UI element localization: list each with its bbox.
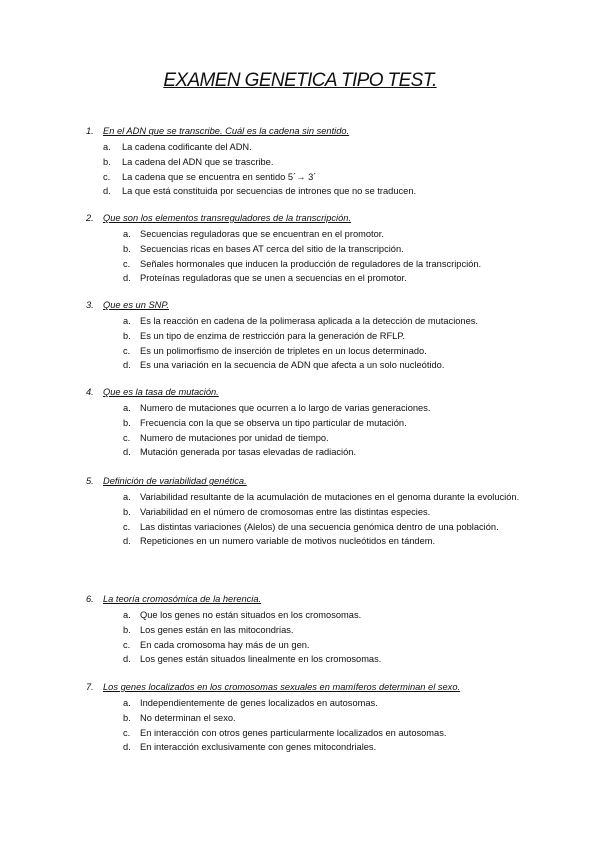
question-1-text: En el ADN que se transcribe. Cuál es la cadena sin sentido. [103,126,350,136]
question-4-options [123,401,526,460]
question-5-options [123,490,526,549]
question-4-heading [86,386,526,400]
question-1-option-a: a. La cadena codificante del ADN. [103,142,252,152]
question-4-text: Que es la tasa de mutación. [103,387,219,397]
question-3-option-d: d. Es una variación en la secuencia de ADN que afecta a un solo nucleótido. [123,360,445,371]
question-5-option-b: b. Variabilidad en el número de cromosomas entre las distintas especies. [123,506,431,517]
question-4-option-d: d. Mutación generada por tasas elevadas de radiación. [123,447,357,458]
question-2-text: Que son los elementos transreguladores de la transcripción. [103,213,352,223]
question-5-option-a: a. Variabilidad resultante de la acumulación de mutaciones en el genoma durante la evolución. [123,492,520,502]
question-5 [86,475,526,549]
question-6-option-b: b. Los genes están en las mitocondrias. [123,624,294,635]
question-2-option-c: c. Señales hormonales que inducen la producción de reguladores de la transcripción. [123,258,482,269]
question-3-options [123,314,526,373]
question-2 [86,212,526,286]
question-6-option-d: d. Los genes están situados linealmente en los cromosomas. [123,654,382,665]
question-1-heading [86,125,526,139]
question-7-option-b: b. No determinan el sexo. [123,712,236,723]
exam-title: EXAMEN GENETICA TIPO TEST. [163,70,437,91]
question-4 [86,386,526,460]
question-1-options [103,140,526,199]
question-7-heading [86,681,526,695]
question-7-number: 7. [86,682,94,692]
question-3-heading [86,299,526,313]
question-7-option-c: c. En interacción con otros genes particularmente localizados en autosomas. [123,727,447,738]
question-2-options [123,227,526,286]
question-3-option-b: b. Es un tipo de enzima de restricción para la generación de RFLP. [123,330,405,341]
question-3-text: Que es un SNP. [103,300,169,310]
question-7-option-d: d. En interacción exclusivamente con genes mitocondriales. [123,742,377,753]
question-6-number: 6. [86,594,94,604]
question-1-number: 1. [86,126,94,136]
question-6-heading [86,593,526,607]
question-2-option-a: a. Secuencias reguladoras que se encuentran en el promotor. [123,229,384,239]
question-1-option-d: d. La que está constituida por secuencias de intrones que no se traducen. [103,186,417,197]
question-4-option-a: a. Numero de mutaciones que ocurren a lo largo de varias generaciones. [123,403,431,413]
question-7-text: Los genes localizados en los cromosomas sexuales en mamíferos determinan el sexo. [103,682,461,692]
question-6-option-a: a. Que los genes no están situados en los cromosomas. [123,610,362,620]
question-3-option-c: c. Es un polimorfismo de inserción de tripletes en un locus determinado. [123,345,427,356]
question-4-option-b: b. Frecuencia con la que se observa un tipo particular de mutación. [123,417,407,428]
question-6 [86,593,526,667]
question-4-option-c: c. Numero de mutaciones por unidad de tiempo. [123,432,329,443]
question-7 [86,681,526,755]
question-1-option-b: b. La cadena del ADN que se trascribe. [103,156,274,167]
question-5-heading [86,475,526,489]
question-5-text: Definición de variabilidad genética. [103,476,247,486]
question-6-option-c: c. En cada cromosoma hay más de un gen. [123,639,310,650]
question-6-text: La teoría cromosómica de la herencia. [103,594,262,604]
question-2-heading [86,212,526,226]
question-7-options [123,696,526,755]
question-3 [86,299,526,373]
question-2-option-d: d. Proteínas reguladoras que se unen a secuencias en el promotor. [123,273,407,284]
question-2-option-b: b. Secuencias ricas en bases AT cerca del sitio de la transcripción. [123,243,404,254]
question-2-number: 2. [86,213,94,223]
question-3-number: 3. [86,300,94,310]
question-1 [86,125,526,199]
question-7-option-a: a. Independientemente de genes localizados en autosomas. [123,698,378,708]
question-5-number: 5. [86,476,94,486]
question-4-number: 4. [86,387,94,397]
question-6-options [123,608,526,667]
question-1-option-c: c. La cadena que se encuentra en sentido 5´→ 3´ [103,171,317,182]
question-5-option-c: c. Las distintas variaciones (Alelos) de una secuencia genómica dentro de una población. [123,521,499,532]
question-3-option-a: a. Es la reacción en cadena de la polimerasa aplicada a la detección de mutaciones. [123,316,478,326]
question-5-option-d: d. Repeticiones en un numero variable de motivos nucleótidos en tándem. [123,536,436,547]
